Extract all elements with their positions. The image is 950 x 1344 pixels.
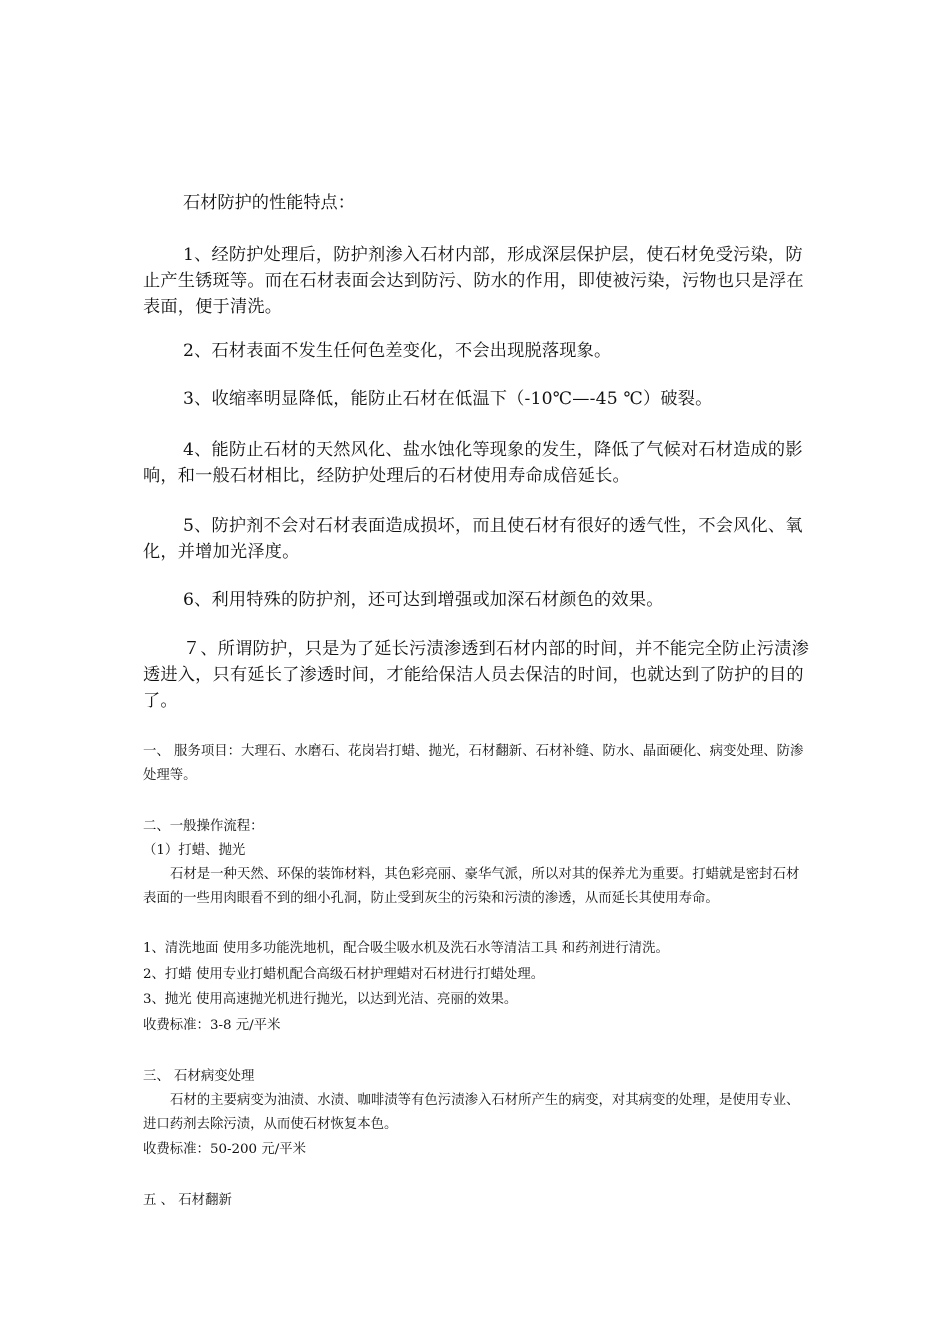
lesion-body: 石材的主要病变为油渍、水渍、咖啡渍等有色污渍渗入石材所产生的病变，对其病变的处理，是使用专业、进口药剂去除污渍，从而使石材恢复本色。: [143, 1093, 800, 1132]
process-sub-heading: （1）打蜡、抛光: [143, 843, 246, 858]
process-step-1: 1、清洗地面 使用多功能洗地机，配合吸尘吸水机及洗石水等清洁工具 和药剂进行清洗。: [143, 941, 669, 956]
feature-paragraph-4: 4、能防止石材的天然风化、盐水蚀化等现象的发生，降低了气候对石材造成的影响，和一般石材相比，经防护处理后的石材使用寿命成倍延长。: [143, 440, 803, 486]
feature-paragraph-1: 1、经防护处理后，防护剂渗入石材内部，形成深层保护层，使石材免受污染，防止产生锈斑等。而在石材表面会达到防污、防水的作用，即使被污染，污物也只是浮在表面，便于清洗。: [143, 245, 804, 317]
feature-paragraph-7: ７、所谓防护，只是为了延长污渍渗透到石材内部的时间，并不能完全防止污渍渗透进入，只有延长了渗透时间，才能给保洁人员去保洁的时间，也就达到了防护的目的了。: [143, 639, 809, 711]
feature-paragraph-5: 5、防护剂不会对石材表面造成损坏，而且使石材有很好的透气性，不会风化、氧化，并增加光泽度。: [143, 516, 803, 562]
feature-paragraph-3: 3、收缩率明显降低，能防止石材在低温下（-10℃—-45 ℃）破裂。: [183, 389, 713, 409]
process-heading: 二、一般操作流程：: [143, 819, 264, 834]
feature-paragraph-6: 6、利用特殊的防护剂，还可达到增强或加深石材颜色的效果。: [183, 590, 664, 610]
lesion-fee: 收费标准：50-200 元/平米: [143, 1142, 307, 1157]
process-step-2: 2、打蜡 使用专业打蜡机配合高级石材护理蜡对石材进行打蜡处理。: [143, 967, 545, 982]
lesion-heading: 三、 石材病变处理: [143, 1069, 255, 1084]
renovation-heading: 五 、 石材翻新: [143, 1193, 232, 1208]
service-items: 一、 服务项目：大理石、水磨石、花岗岩打蜡、抛光，石材翻新、石材补缝、防水、晶面硬化、病变处理、防渗处理等。: [143, 744, 804, 783]
feature-paragraph-2: 2、石材表面不发生任何色差变化，不会出现脱落现象。: [183, 341, 612, 361]
section-title: 石材防护的性能特点：: [183, 193, 355, 213]
process-step-3: 3、抛光 使用高速抛光机进行抛光，以达到光洁、亮丽的效果。: [143, 992, 518, 1007]
process-fee: 收费标准：3-8 元/平米: [143, 1018, 281, 1033]
process-intro: 石材是一种天然、环保的装饰材料，其色彩亮丽、豪华气派，所以对其的保养尤为重要。打蜡就是密封石材表面的一些用肉眼看不到的细小孔洞，防止受到灰尘的污染和污渍的渗透，从而延长其使用寿命。: [143, 867, 800, 906]
